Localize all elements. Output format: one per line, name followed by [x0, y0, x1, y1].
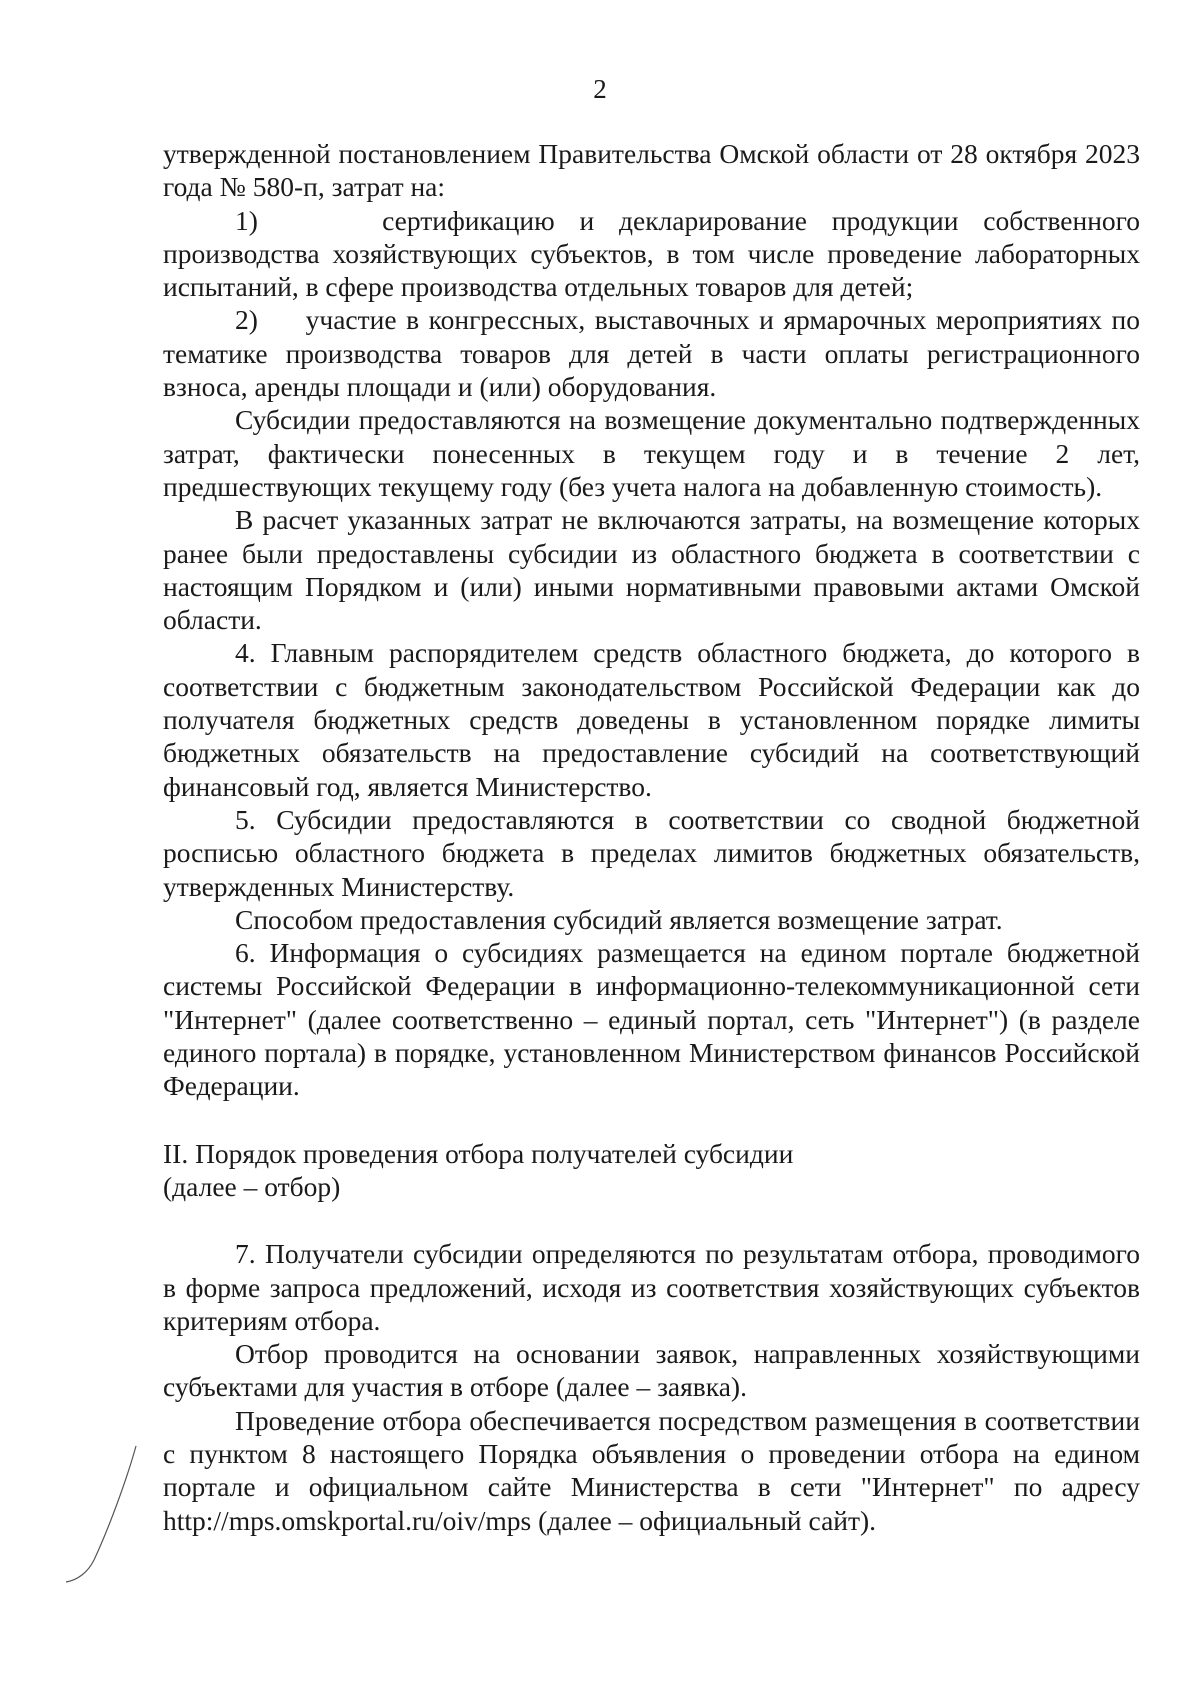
- paragraph-publication: Проведение отбора обеспечивается посредством размещения в соответствии с пунктом 8 настоящего Порядка объявления о проведении отбора на едином портале и официальном сайте Министерства в сети "Интернет" по адресу http://mps.omskportal.ru/oiv/mps (далее – официальный сайт).: [163, 1404, 1140, 1536]
- paragraph-excluded-costs: В расчет указанных затрат не включаются затраты, на возмещение которых ранее были предоставлены субсидии из областного бюджета в соответствии с настоящим Порядком и (или) иными нормативными правовыми актами Омской области.: [163, 504, 1140, 636]
- paragraph-subsidies: Субсидии предоставляются на возмещение документально подтвержденных затрат, фактически понесенных в текущем году и в течение 2 лет, предшествующих текущему году (без учета налога на добавленную стоимость).: [163, 404, 1140, 502]
- paragraph-clause-7: 7. Получатели субсидии определяются по результатам отбора, проводимого в форме запроса предложений, исходя из соответствия хозяйствующих субъектов критериям отбора.: [163, 1238, 1140, 1336]
- pen-stroke-mark: [64, 1442, 154, 1590]
- paragraph-clause-5: 5. Субсидии предоставляются в соответствии со сводной бюджетной росписью областного бюджета в пределах лимитов бюджетных обязательств, утвержденных Министерству.: [163, 803, 1140, 902]
- section-heading-line-2: (далее – отбор): [163, 1170, 341, 1202]
- page-number: 2: [593, 74, 607, 104]
- paragraph-clause-4: 4. Главным распорядителем средств областного бюджета, до которого в соответствии с бюджетным законодательством Российской Федерации как до получателя бюджетных средств доведены в установленном порядке лимиты бюджетных обязательств на предоставление субсидий на соответствующий финансовый год, является Министерство.: [163, 637, 1140, 802]
- list-item-2: 2) участие в конгрессных, выставочных и ярмарочных мероприятиях по тематике производства товаров для детей в части оплаты регистрационного взноса, аренды площади и (или) оборудования.: [163, 304, 1140, 403]
- paragraph-clause-6: 6. Информация о субсидиях размещается на едином портале бюджетной системы Российской Федерации в информационно-телекоммуникационной сети "Интернет" (далее соответственно – единый портал, сеть "Интернет") (в разделе единого портала) в порядке, установленном Министерством финансов Российской Федерации.: [163, 937, 1140, 1102]
- section-heading-line-1: II. Порядок проведения отбора получателей субсидии: [163, 1137, 794, 1169]
- list-item-1: 1) сертификацию и декларирование продукции собственного производства хозяйствующих субъектов, в том числе проведение лабораторных испытаний, в сфере производства отдельных товаров для детей;: [163, 204, 1140, 303]
- paragraph-applications: Отбор проводится на основании заявок, направленных хозяйствующими субъектами для участия в отборе (далее – заявка).: [163, 1338, 1140, 1403]
- paragraph-method: Способом предоставления субсидий является возмещение затрат.: [235, 903, 1003, 935]
- document-body: [163, 137, 1140, 1537]
- paragraph-continuation: утвержденной постановлением Правительства Омской области от 28 октября 2023 года № 580-п, затрат на:: [163, 138, 1140, 203]
